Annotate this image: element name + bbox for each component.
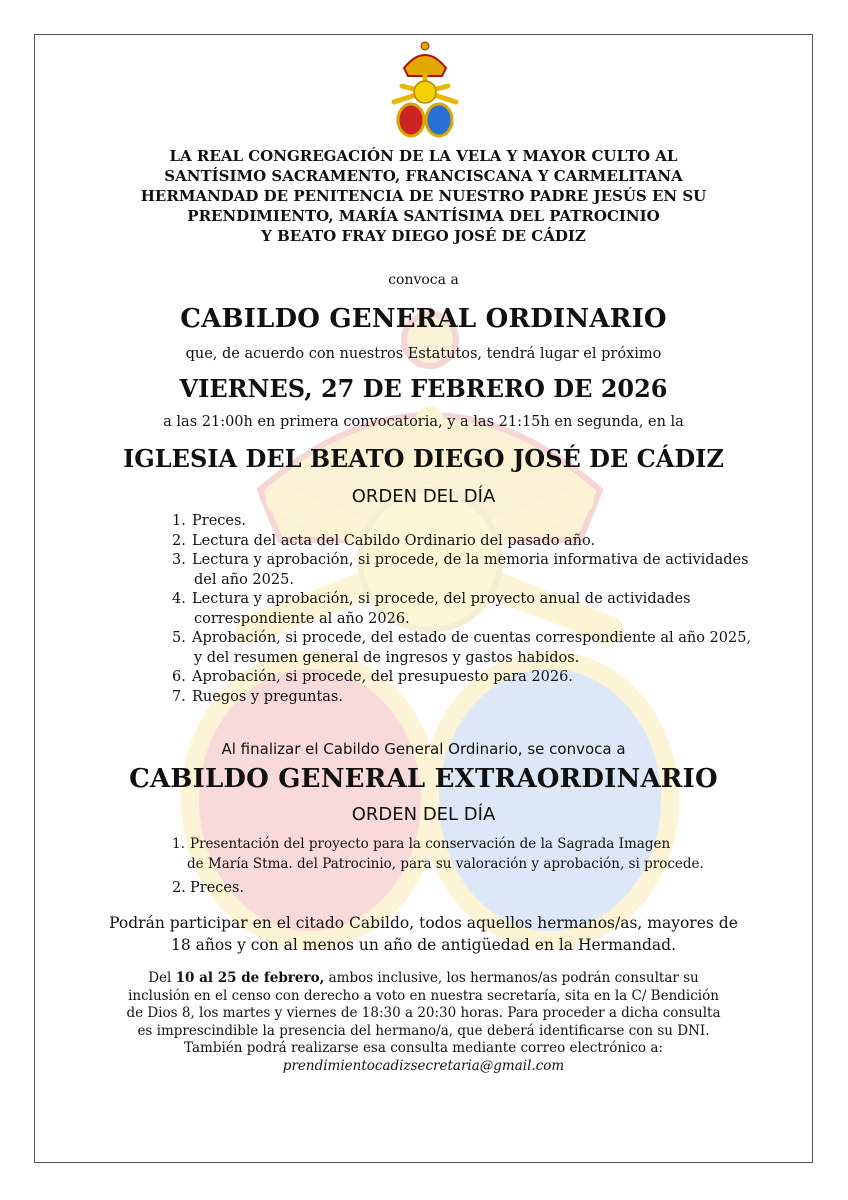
list-item: [172, 878, 772, 898]
census-note: [34, 970, 813, 1075]
header-line: Y BEATO FRAY DIEGO JOSÉ DE CÁDIZ: [261, 227, 586, 245]
item-number: 4.: [172, 591, 186, 607]
item-text: Presentación del proyecto para la conservación de la Sagrada Imagen: [190, 836, 671, 852]
extraordinario-intro: Al finalizar el Cabildo General Ordinario, se convoca a: [221, 740, 626, 758]
census-line: También podrá realizarse esa consulta mediante correo electrónico a:: [184, 1040, 663, 1056]
item-number: 7.: [172, 688, 186, 705]
header-line: SANTÍSIMO SACRAMENTO, FRANCISCANA Y CARMELITANA: [164, 167, 683, 185]
secretary-email[interactable]: prendimientocadizsecretaria@gmail.com: [282, 1057, 565, 1074]
participation-note: [34, 912, 813, 956]
meeting-times: a las 21:00h en primera convocatoria, y a las 21:15h en segunda, en la: [163, 414, 684, 430]
census-dates: 10 al 25 de febrero,: [175, 970, 325, 986]
crest-logo: [384, 40, 466, 140]
item-number: 2.: [172, 880, 186, 896]
crown-icon: [404, 55, 446, 76]
item-text: Lectura y aprobación, si procede, de la memoria informativa de actividades del año 2025.: [192, 552, 749, 588]
header-line: LA REAL CONGREGACIÓN DE LA VELA Y MAYOR CULTO AL: [169, 147, 678, 165]
list-item: [172, 532, 752, 552]
item-number: 1.: [172, 513, 186, 529]
item-number: 3.: [172, 552, 186, 568]
item-number: 6.: [172, 669, 186, 685]
item-text: Aprobación, si procede, del estado de cuentas correspondiente al año 2025, y del resumen general de ingresos y gastos habidos.: [192, 630, 752, 666]
list-item: [172, 629, 752, 668]
list-item: [172, 551, 752, 590]
item-text: Lectura y aprobación, si procede, del proyecto anual de actividades correspondiente al año 2026.: [192, 591, 691, 627]
brotherhood-name: [34, 146, 813, 246]
participation-line: 18 años y con al menos un año de antigüedad en la Hermandad.: [170, 936, 677, 954]
list-item: [172, 688, 752, 708]
extraordinario-agenda: [172, 834, 772, 898]
census-line: [34, 970, 813, 988]
item-number: 1.: [172, 836, 185, 852]
item-text: Aprobación, si procede, del presupuesto para 2026.: [192, 669, 573, 685]
extraordinario-agenda-title: ORDEN DEL DÍA: [351, 804, 496, 825]
census-line: de Dios 8, los martes y viernes de 18:30 a 20:30 horas. Para proceder a dicha consulta: [126, 1005, 721, 1021]
header-line: PRENDIMIENTO, MARÍA SANTÍSIMA DEL PATROCINIO: [187, 207, 660, 225]
census-prefix: Del: [148, 970, 176, 986]
item-text: Preces.: [192, 513, 247, 529]
census-line: es imprescindible la presencia del hermano/a, que deberá identificarse con su DNI.: [137, 1022, 710, 1039]
list-item: [172, 668, 752, 688]
ordinario-intro: que, de acuerdo con nuestros Estatutos, tendrá lugar el próximo: [185, 346, 662, 362]
census-line: inclusión en el censo con derecho a voto en nuestra secretaría, sita en la C/ Bendición: [128, 987, 719, 1004]
item-text-continuation: de María Stma. del Patrocinio, para su valoración y aprobación, si procede.: [187, 856, 704, 872]
ordinario-agenda: [172, 512, 752, 707]
participation-line: Podrán participar en el citado Cabildo, todos aquellos hermanos/as, mayores de: [109, 914, 738, 932]
header-line: HERMANDAD DE PENITENCIA DE NUESTRO PADRE JESÚS EN SU: [140, 187, 707, 205]
list-item: [172, 590, 752, 629]
item-text: Ruegos y preguntas.: [192, 688, 343, 705]
census-line1-rest: ambos inclusive, los hermanos/as podrán consultar su: [324, 970, 699, 986]
sun-icon: [414, 81, 436, 103]
item-number: 2.: [172, 532, 186, 549]
item-text: Lectura del acta del Cabildo Ordinario del pasado año.: [192, 532, 596, 549]
shield-icon-right: [426, 104, 452, 136]
item-text: Preces.: [190, 880, 245, 896]
meeting-date: VIERNES, 27 DE FEBRERO DE 2026: [179, 374, 668, 403]
extraordinario-title: CABILDO GENERAL EXTRAORDINARIO: [129, 764, 718, 794]
ordinario-agenda-title: ORDEN DEL DÍA: [351, 486, 496, 507]
meeting-place: IGLESIA DEL BEATO DIEGO JOSÉ DE CÁDIZ: [123, 444, 724, 473]
convoca-text: convoca a: [388, 272, 459, 288]
list-item: [172, 834, 772, 874]
ordinario-title: CABILDO GENERAL ORDINARIO: [180, 304, 667, 334]
list-item: [172, 512, 752, 532]
shield-icon-left: [398, 104, 424, 136]
item-number: 5.: [172, 630, 186, 646]
